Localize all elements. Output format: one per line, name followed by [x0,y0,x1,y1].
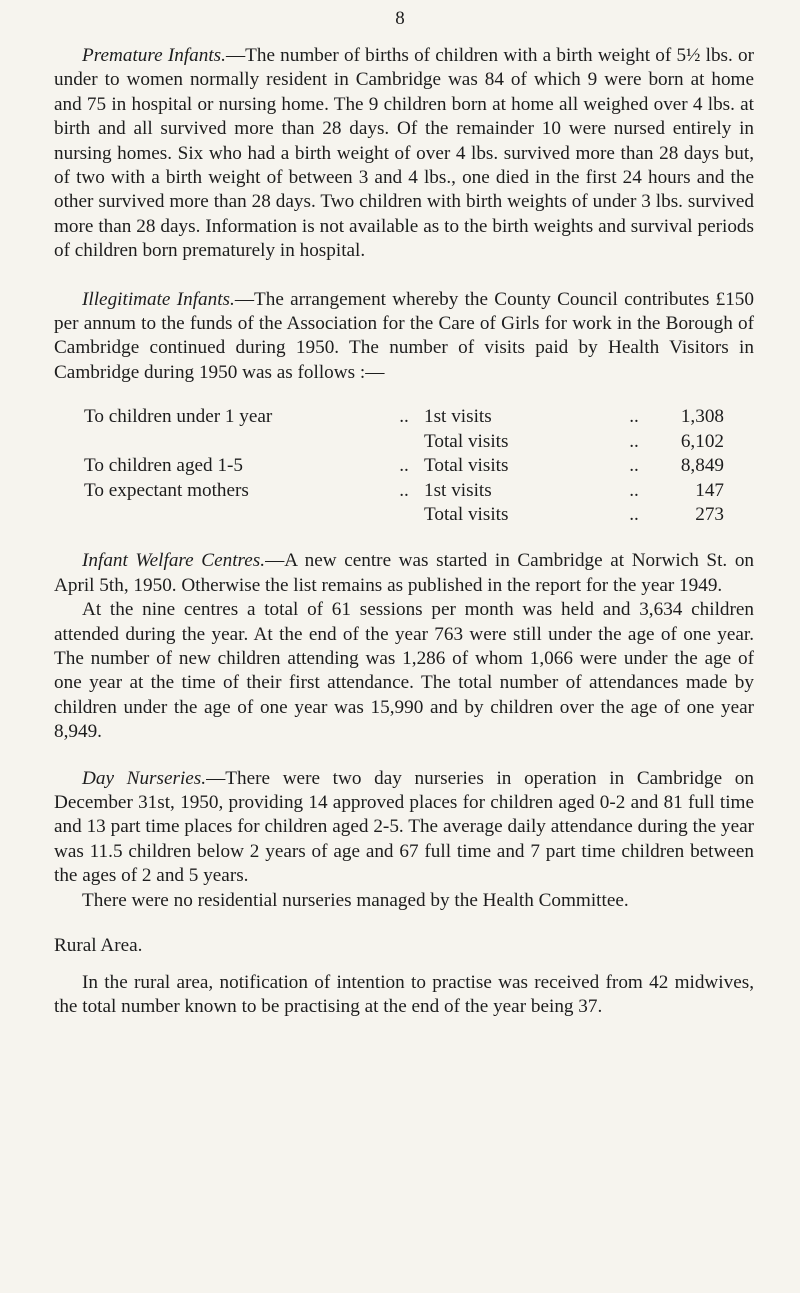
visits-count: 8,849 [680,455,724,477]
visits-type: 1st visits [424,479,492,501]
illegitimate-infants-heading: Illegitimate Infants. [82,288,235,310]
day-nurseries-text-1: —There were two day nurseries in operation in Cambridge on December 31st, 1950, providing 14 approved places for children aged 0-2 and 81 full time and 13 part time places for children aged 2-5. The average daily attendance during the year was 11.5 children below 2 years of age and 67 full time and 7 part time children between the ages of 2 and 5 years. [54,767,754,887]
rural-area-title: Rural Area. [54,935,143,956]
visits-recipient: To expectant mothers [84,479,249,501]
infant-welfare-paragraph-2: At the nine centres a total of 61 sessions per month was held and 3,634 children attended during the year. At the end of the year 763 were still under the age of one year. The number of new children attending was 1,286 of whom 1,066 were under the age of one year at the time of their first attendance. The total number of attendances made by children under the age of one year was 15,990 and by children over the age of one year 8,949. [54,599,754,743]
visits-leader-dots: .. [629,430,639,452]
visits-leader-dots: .. [399,406,409,428]
visits-count: 273 [695,503,724,525]
visits-row [84,405,724,429]
visits-leader-dots: .. [399,479,409,501]
page-number: 8 [395,8,405,29]
visits-count: 147 [695,479,724,501]
rural-area-paragraph: In the rural area, notification of intention to practise was received from 42 midwives, the total number known to be practising at the end of the year being 37. [54,972,754,1018]
visits-leader-dots [384,430,424,454]
visits-recipient [84,503,384,527]
visits-leader-dots: .. [629,406,639,428]
visits-row [84,503,724,527]
day-nurseries-paragraph [54,767,754,889]
visits-count: 1,308 [680,406,724,428]
visits-type: Total visits [424,503,509,525]
visits-count: 6,102 [680,430,724,452]
visits-recipient [84,430,384,454]
visits-row [84,454,724,478]
visits-leader-dots: .. [629,479,639,501]
infant-welfare-heading: Infant Welfare Centres. [82,550,266,572]
health-visitor-visits-table [84,405,724,527]
visits-leader-dots: .. [629,455,639,477]
premature-infants-paragraph [54,44,754,264]
visits-recipient: To children under 1 year [84,406,273,428]
visits-recipient: To children aged 1-5 [84,455,244,477]
day-nurseries-heading: Day Nurseries. [82,767,207,789]
illegitimate-infants-text: —The arrangement whereby the County Council contributes £150 per annum to the funds of the Association for the Care of Girls for work in the Borough of Cambridge continued during 1950. The number of visits paid by Health Visitors in Cambridge during 1950 was as follows :— [54,288,754,383]
illegitimate-infants-paragraph [54,288,754,386]
visits-type: Total visits [424,430,509,452]
premature-infants-text: —The number of births of children with a birth weight of 5½ lbs. or under to women normally resident in Cambridge was 84 of which 9 were born at home and 75 in hospital or nursing home. The 9 children born at home all weighed over 4 lbs. at birth and all survived more than 28 days. Of the remainder 10 were nursed entirely in nursing homes. Six who had a birth weight of over 4 lbs. survived more than 28 days but, of two with a birth weight of between 3 and 4 lbs., one died in the first 24 hours and the other survived more than 28 days. Two children with birth weights of under 3 lbs. survived more than 28 days. Information is not available as to the birth weights and survival periods of children born prematurely in hospital. [54,45,755,262]
infant-welfare-paragraph [54,549,754,598]
visits-row [84,479,724,503]
visits-row [84,430,724,454]
visits-leader-dots [384,503,424,527]
page-content [54,44,754,1020]
day-nurseries-paragraph-2: There were no residential nurseries managed by the Health Committee. [82,889,629,911]
visits-leader-dots: .. [399,455,409,477]
visits-type: 1st visits [424,406,492,428]
visits-leader-dots: .. [629,503,639,525]
infant-welfare-text-1: —A new centre was started in Cambridge at Norwich St. on April 5th, 1950. Otherwise the list remains as published in the report for the year 1949. [54,550,755,596]
premature-infants-heading: Premature Infants. [82,45,226,66]
visits-type: Total visits [424,455,509,477]
